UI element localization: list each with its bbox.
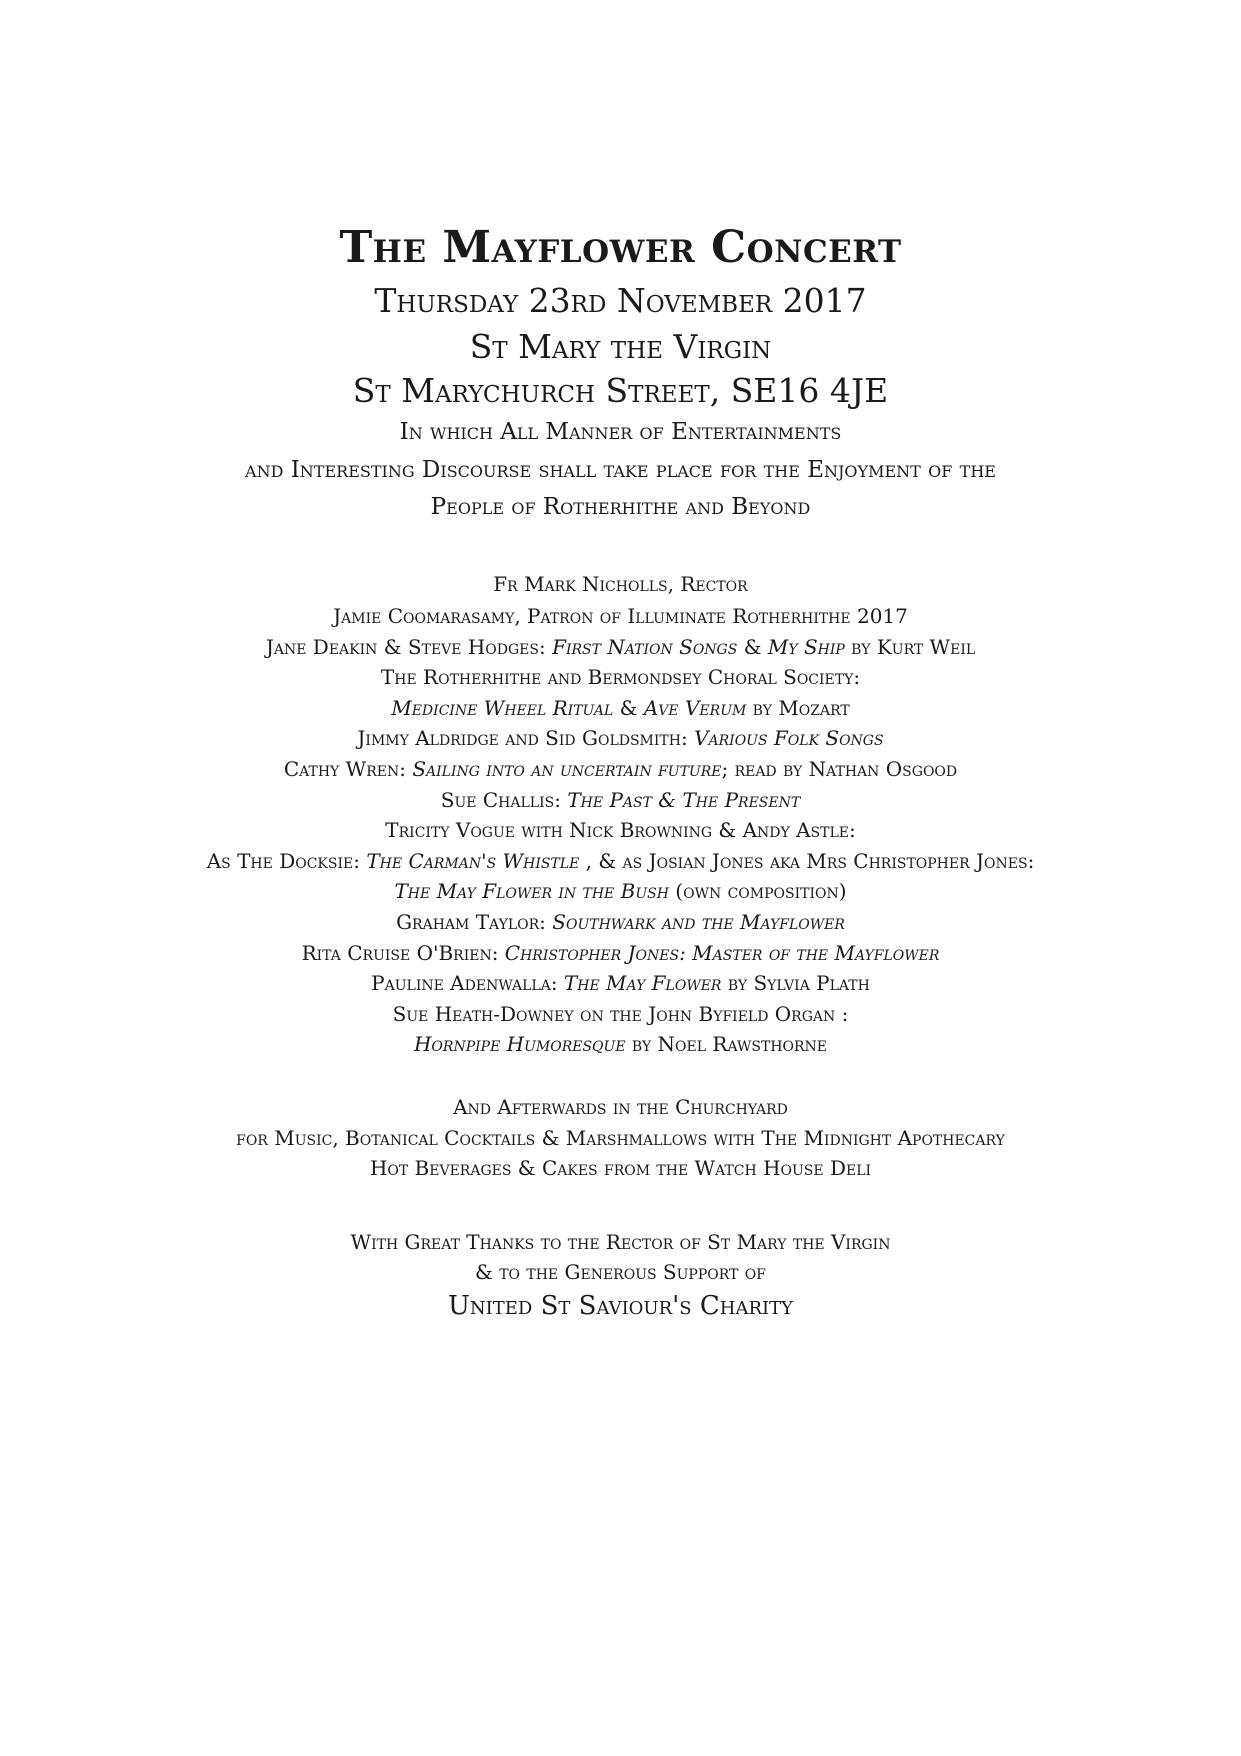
work-title: My Ship bbox=[767, 635, 845, 659]
programme-item bbox=[0, 943, 1241, 963]
venue-address: St Marychurch Street, SE16 4JE bbox=[352, 371, 889, 410]
programme-item bbox=[0, 637, 1241, 657]
work-title: The Carman's Whistle bbox=[366, 849, 580, 873]
work-title: The May Flower in the Bush bbox=[394, 879, 669, 903]
composer: by Noel Rawsthorne bbox=[625, 1032, 828, 1056]
performer: Jane Deakin & Steve Hodges: bbox=[265, 635, 553, 659]
work-title: First Nation Songs bbox=[552, 635, 738, 659]
programme-item bbox=[0, 1034, 1241, 1054]
afterwards-line: Hot Beverages & Cakes from the Watch House Deli bbox=[369, 1156, 872, 1180]
afterwards-line: for Music, Botanical Cocktails & Marshmallows with The Midnight Apothecary bbox=[236, 1126, 1005, 1150]
work-title: Medicine Wheel Ritual bbox=[391, 696, 614, 720]
programme-item bbox=[0, 759, 1241, 779]
event-date: Thursday 23rd November 2017 bbox=[374, 281, 867, 320]
programme-item bbox=[0, 912, 1241, 932]
programme-item: Tricity Vogue with Nick Browning & Andy Astle: bbox=[385, 818, 856, 842]
programme-item: Sue Heath-Downey on the John Byfield Organ : bbox=[392, 1002, 849, 1026]
composer: by Mozart bbox=[746, 696, 850, 720]
composer: by Sylvia Plath bbox=[721, 971, 870, 995]
programme-item: Fr Mark Nicholls, Rector bbox=[493, 572, 748, 596]
thanks-line: With Great Thanks to the Rector of St Mary the Virgin bbox=[350, 1230, 891, 1254]
programme-item bbox=[0, 698, 1241, 718]
work-title: Southwark and the Mayflower bbox=[552, 910, 845, 934]
work-title: The Past & The Present bbox=[567, 788, 801, 812]
performer: Rita Cruise O'Brien: bbox=[301, 941, 505, 965]
programme-item bbox=[0, 881, 1241, 901]
performer: As The Docksie: bbox=[206, 849, 367, 873]
work-title: Hornpipe Humoresque bbox=[413, 1032, 626, 1056]
work-title: Ave Verum bbox=[643, 696, 747, 720]
performer: Pauline Adenwalla: bbox=[371, 971, 564, 995]
note: (own composition) bbox=[668, 879, 847, 903]
venue-name: St Mary the Virgin bbox=[469, 327, 772, 366]
work-title: The May Flower bbox=[563, 971, 722, 995]
programme-item bbox=[0, 790, 1241, 810]
performer: , & as Josian Jones aka Mrs Christopher Jones: bbox=[579, 849, 1035, 873]
reader: ; read by Nathan Osgood bbox=[721, 757, 958, 781]
programme-item: Jamie Coomarasamy, Patron of Illuminate Rotherhithe 2017 bbox=[333, 604, 908, 628]
work-title: Christopher Jones: Master of the Mayflower bbox=[504, 941, 940, 965]
programme-item: The Rotherhithe and Bermondsey Choral Society: bbox=[380, 665, 861, 689]
separator: & bbox=[737, 635, 768, 659]
intro-line: In which All Manner of Entertainments bbox=[399, 419, 842, 445]
thanks-line: & to the Generous Support of bbox=[475, 1260, 766, 1284]
performer: Graham Taylor: bbox=[396, 910, 553, 934]
afterwards-line: And Afterwards in the Churchyard bbox=[453, 1095, 788, 1119]
work-title: Various Folk Songs bbox=[694, 726, 884, 750]
performer: Jimmy Aldridge and Sid Goldsmith: bbox=[357, 726, 695, 750]
composer: by Kurt Weil bbox=[844, 635, 976, 659]
programme-item bbox=[0, 973, 1241, 993]
programme-item bbox=[0, 851, 1241, 871]
intro-line: and Interesting Discourse shall take place for the Enjoyment of the bbox=[245, 457, 996, 483]
programme-item bbox=[0, 728, 1241, 748]
performer: Sue Challis: bbox=[440, 788, 568, 812]
performer: Cathy Wren: bbox=[283, 757, 413, 781]
separator: & bbox=[613, 696, 644, 720]
page-title: The Mayflower Concert bbox=[339, 222, 902, 273]
work-title: Sailing into an uncertain future bbox=[412, 757, 722, 781]
intro-line: People of Rotherhithe and Beyond bbox=[430, 494, 811, 520]
sponsor-name: United St Saviour's Charity bbox=[447, 1291, 794, 1321]
